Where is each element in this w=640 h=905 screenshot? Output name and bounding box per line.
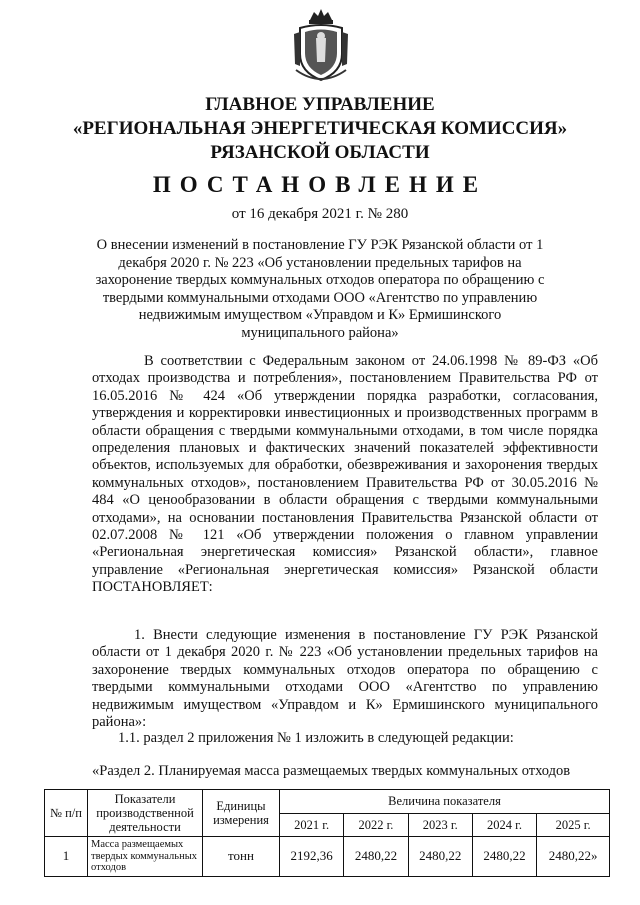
table-header-row [45, 790, 610, 814]
preamble-paragraph: В соответствии с Федеральным законом от 24.06.1998 № 89-ФЗ «Об отходах производства и потребления», постановлением Правительства РФ от 16.05.2016 № 424 «Об утверждении порядка разработки, согласования, утверждения и корректировки инвестиционных и производственных программ в области обращения с твердыми коммунальными отходами, в том числе порядка определения плановых и фактических значений показателей эффективности объектов, используемых для обработки, обезвреживания и захоронения твердых коммунальных отходов», постановлением Правительства РФ от 30.05.2016 № 484 «О ценообразовании в области обращения с твердыми коммунальными отходами», на основании постановления Правительства Рязанской области от 02.07.2008 № 121 «Об утверждении положения о главном управлении «Региональная энергетическая комиссия» Рязанской области», главное управление «Региональная энергетическая комиссия» Рязанской области ПОСТАНОВЛЯЕТ: [92, 353, 598, 596]
org-name-line-2: «РЕГИОНАЛЬНАЯ ЭНЕРГЕТИЧЕСКАЯ КОМИССИЯ» [72, 118, 568, 139]
header-year: 2025 г. [537, 813, 610, 837]
document-type-title: ПОСТАНОВЛЕНИЕ [152, 172, 488, 197]
header-year: 2023 г. [408, 813, 472, 837]
header-value: Величина показателя [280, 790, 610, 814]
item-1-1-paragraph: 1.1. раздел 2 приложения № 1 изложить в следующей редакции: [118, 730, 514, 746]
header-number: № п/п [45, 790, 88, 837]
document-date-number: от 16 декабря 2021 г. № 280 [231, 206, 409, 222]
planned-waste-mass-table [44, 789, 610, 877]
org-name-line-3: РЯЗАНСКОЙ ОБЛАСТИ [210, 142, 430, 163]
header-year: 2024 г. [472, 813, 536, 837]
coat-of-arms-emblem [292, 6, 350, 84]
row-value: 2480,22 [408, 837, 472, 877]
item-1-paragraph: 1. Внести следующие изменения в постановление ГУ РЭК Рязанской области от 1 декабря 2020 г. № 223 «Об установлении предельных тарифов на захоронение твердых коммунальных отходов оператора по обращению с твердыми коммунальными отходами ООО «Агентство по управлению недвижимым имуществом «Управдом и К» Ермишинского муниципального района»: [92, 627, 598, 731]
header-year: 2022 г. [344, 813, 408, 837]
row-value: 2192,36 [280, 837, 344, 877]
header-unit: Единицы измерения [203, 790, 280, 837]
row-unit: тонн [203, 837, 280, 877]
org-name-line-1: ГЛАВНОЕ УПРАВЛЕНИЕ [205, 94, 435, 115]
row-number: 1 [45, 837, 88, 877]
row-value: 2480,22 [344, 837, 408, 877]
row-value: 2480,22» [537, 837, 610, 877]
row-value: 2480,22 [472, 837, 536, 877]
document-subject: О внесении изменений в постановление ГУ РЭК Рязанской области от 1 декабря 2020 г. № 223 «Об установлении предельных тарифов на захоронение твердых коммунальных отходов оператора по обращению с твердыми коммунальными отходами ООО «Агентство по управлению недвижимым имуществом «Управдом и К» Ермишинского муниципального района» [95, 237, 545, 341]
header-indicator: Показатели производственной деятельности [88, 790, 203, 837]
header-year: 2021 г. [280, 813, 344, 837]
row-indicator: Масса размещаемых твердых коммунальных отходов [88, 837, 203, 877]
table-row [45, 837, 610, 877]
section-2-heading: «Раздел 2. Планируемая масса размещаемых твердых коммунальных отходов [92, 763, 571, 779]
